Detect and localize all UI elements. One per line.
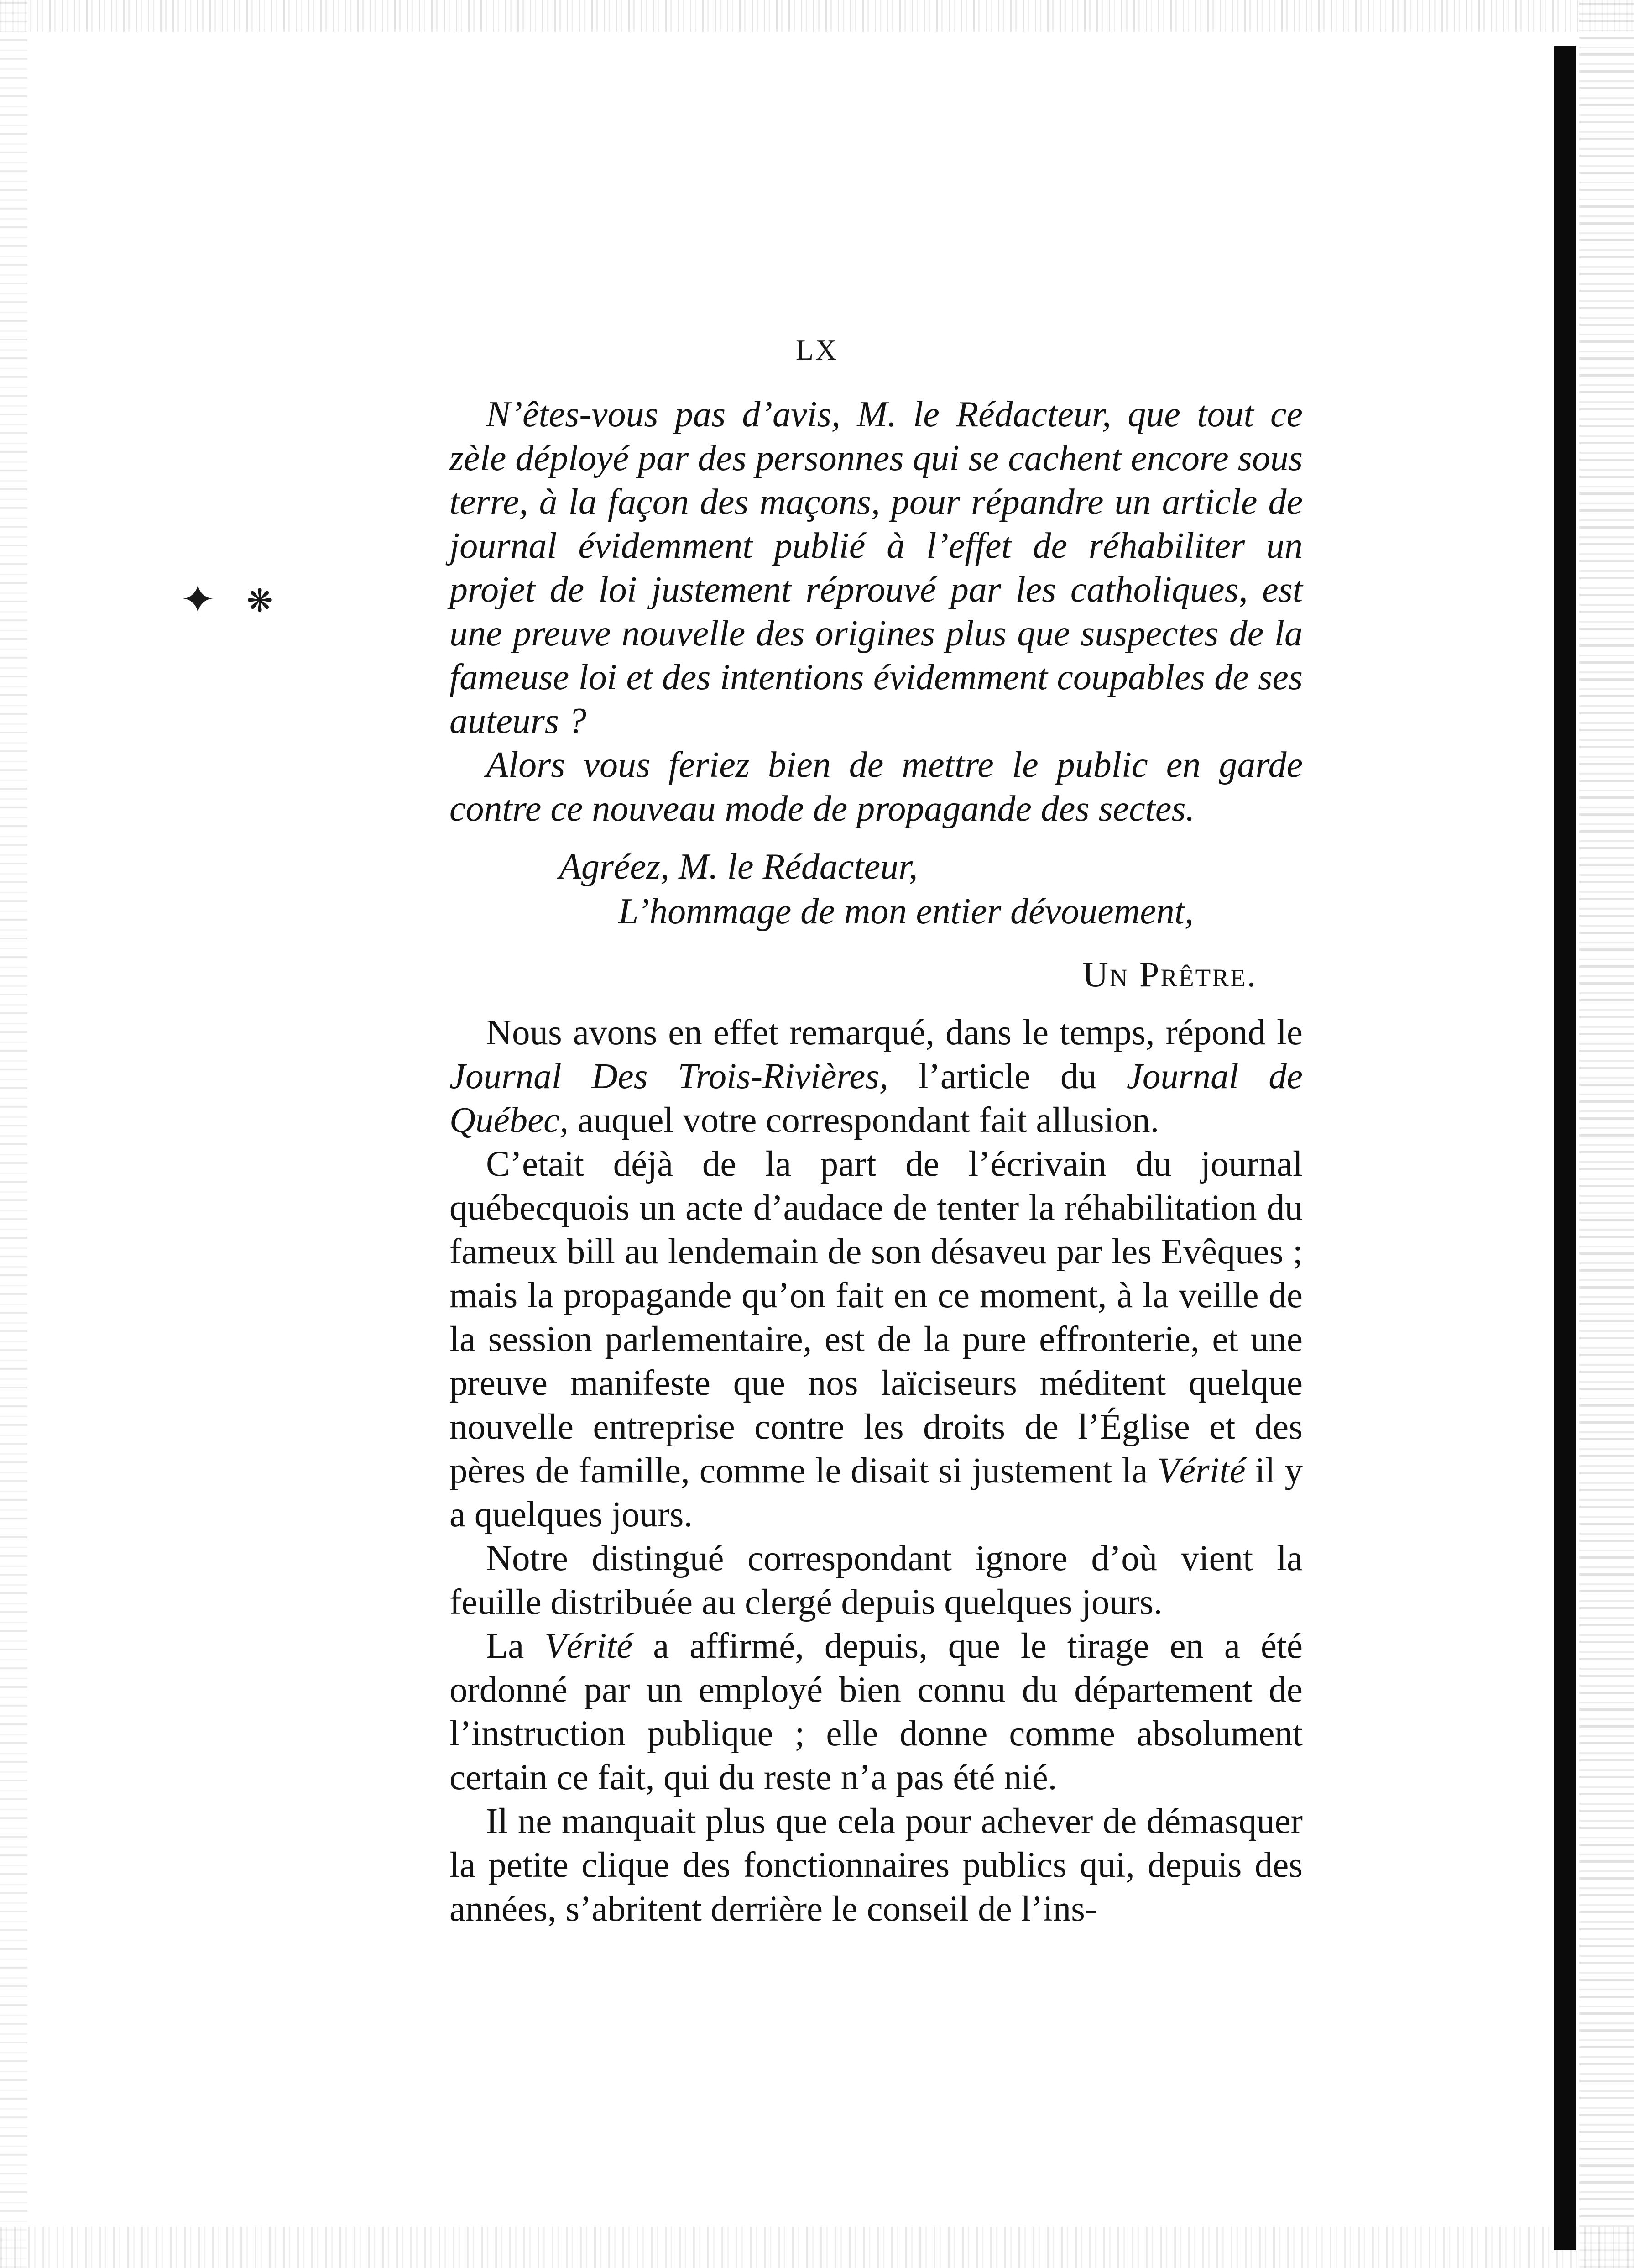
- body-paragraph: [449, 1624, 1303, 1800]
- letter-closing: [449, 844, 1271, 934]
- closing-line: L’hommage de mon entier dévouement,: [618, 891, 1194, 932]
- newspaper-title: Journal Des Trois-Rivières,: [449, 1057, 888, 1096]
- body-paragraph: [449, 1011, 1303, 1142]
- text-run: auquel votre correspondant fait allusion.: [569, 1100, 1159, 1140]
- margin-ornament-icon: ❋: [246, 584, 273, 619]
- newspaper-title: Journal de Québec,: [449, 1057, 1303, 1140]
- body-paragraph: Il ne manquait plus que cela pour achever de démasquer la petite clique des fonctionnaires publics qui, depuis des années, s’abritent derrière le conseil de l’ins-: [449, 1802, 1303, 1929]
- text-run: l’article du: [888, 1057, 1127, 1096]
- letter-paragraph: N’êtes-vous pas d’avis, M. le Rédacteur, que tout ce zèle déployé par des personnes qui se cachent encore sous terre, à la façon des maçons, pour répandre un article de journal évidemment publié à l’effet de réhabiliter un projet de loi justement réprouvé par les catholiques, est une preuve nouvelle des origines plus que suspectes de la fameuse loi et des intentions évidemment coupables de ses auteurs ?: [449, 394, 1303, 741]
- letter-paragraph: Alors vous feriez bien de mettre le public en garde contre ce nouveau mode de propagande des sectes.: [449, 745, 1303, 829]
- body-paragraph: [449, 1142, 1303, 1537]
- scan-edge-bottom: [0, 2227, 1634, 2268]
- text-run: La: [486, 1626, 545, 1666]
- newspaper-title: Vérité: [1157, 1451, 1246, 1491]
- newspaper-title: Vérité: [544, 1626, 633, 1666]
- letter-text: [449, 393, 1303, 831]
- body-text: [449, 1011, 1303, 1931]
- text-run: il y a quelques jours.: [449, 1451, 1303, 1535]
- margin-ornament-icon: ✦: [180, 576, 216, 623]
- text-run: Nous avons en effet remarqué, dans le temps, répond le: [486, 1013, 1303, 1053]
- scan-edge-top: [0, 0, 1634, 32]
- page-number: LX: [795, 334, 839, 366]
- binding-shadow: [1554, 46, 1576, 2250]
- letter-signature: Un Prêtre.: [1082, 954, 1257, 994]
- body-paragraph: Notre distingué correspondant ignore d’où vient la feuille distribuée au clergé depuis quelques jours.: [449, 1539, 1303, 1622]
- closing-line: Agréez, M. le Rédacteur,: [559, 847, 918, 887]
- text-run: a affirmé, depuis, que le tirage en a été ordonné par un employé bien connu du département de l’instruction publique ; elle donne comme absolument certain ce fait, qui du reste n’a pas été nié.: [449, 1626, 1303, 1797]
- text-run: C’etait déjà de la part de l’écrivain du journal québecquois un acte d’audace de tenter la réhabilitation du fameux bill au lendemain de son désaveu par les Evêques ; mais la propagande qu’on fait en ce moment, à la veille de la session parlementaire, est de la pure effronterie, et une preuve manifeste que nos laïciseurs méditent quelque nouvelle entreprise contre les droits de l’Église et des pères de famille, comme le disait si justement la: [449, 1144, 1303, 1491]
